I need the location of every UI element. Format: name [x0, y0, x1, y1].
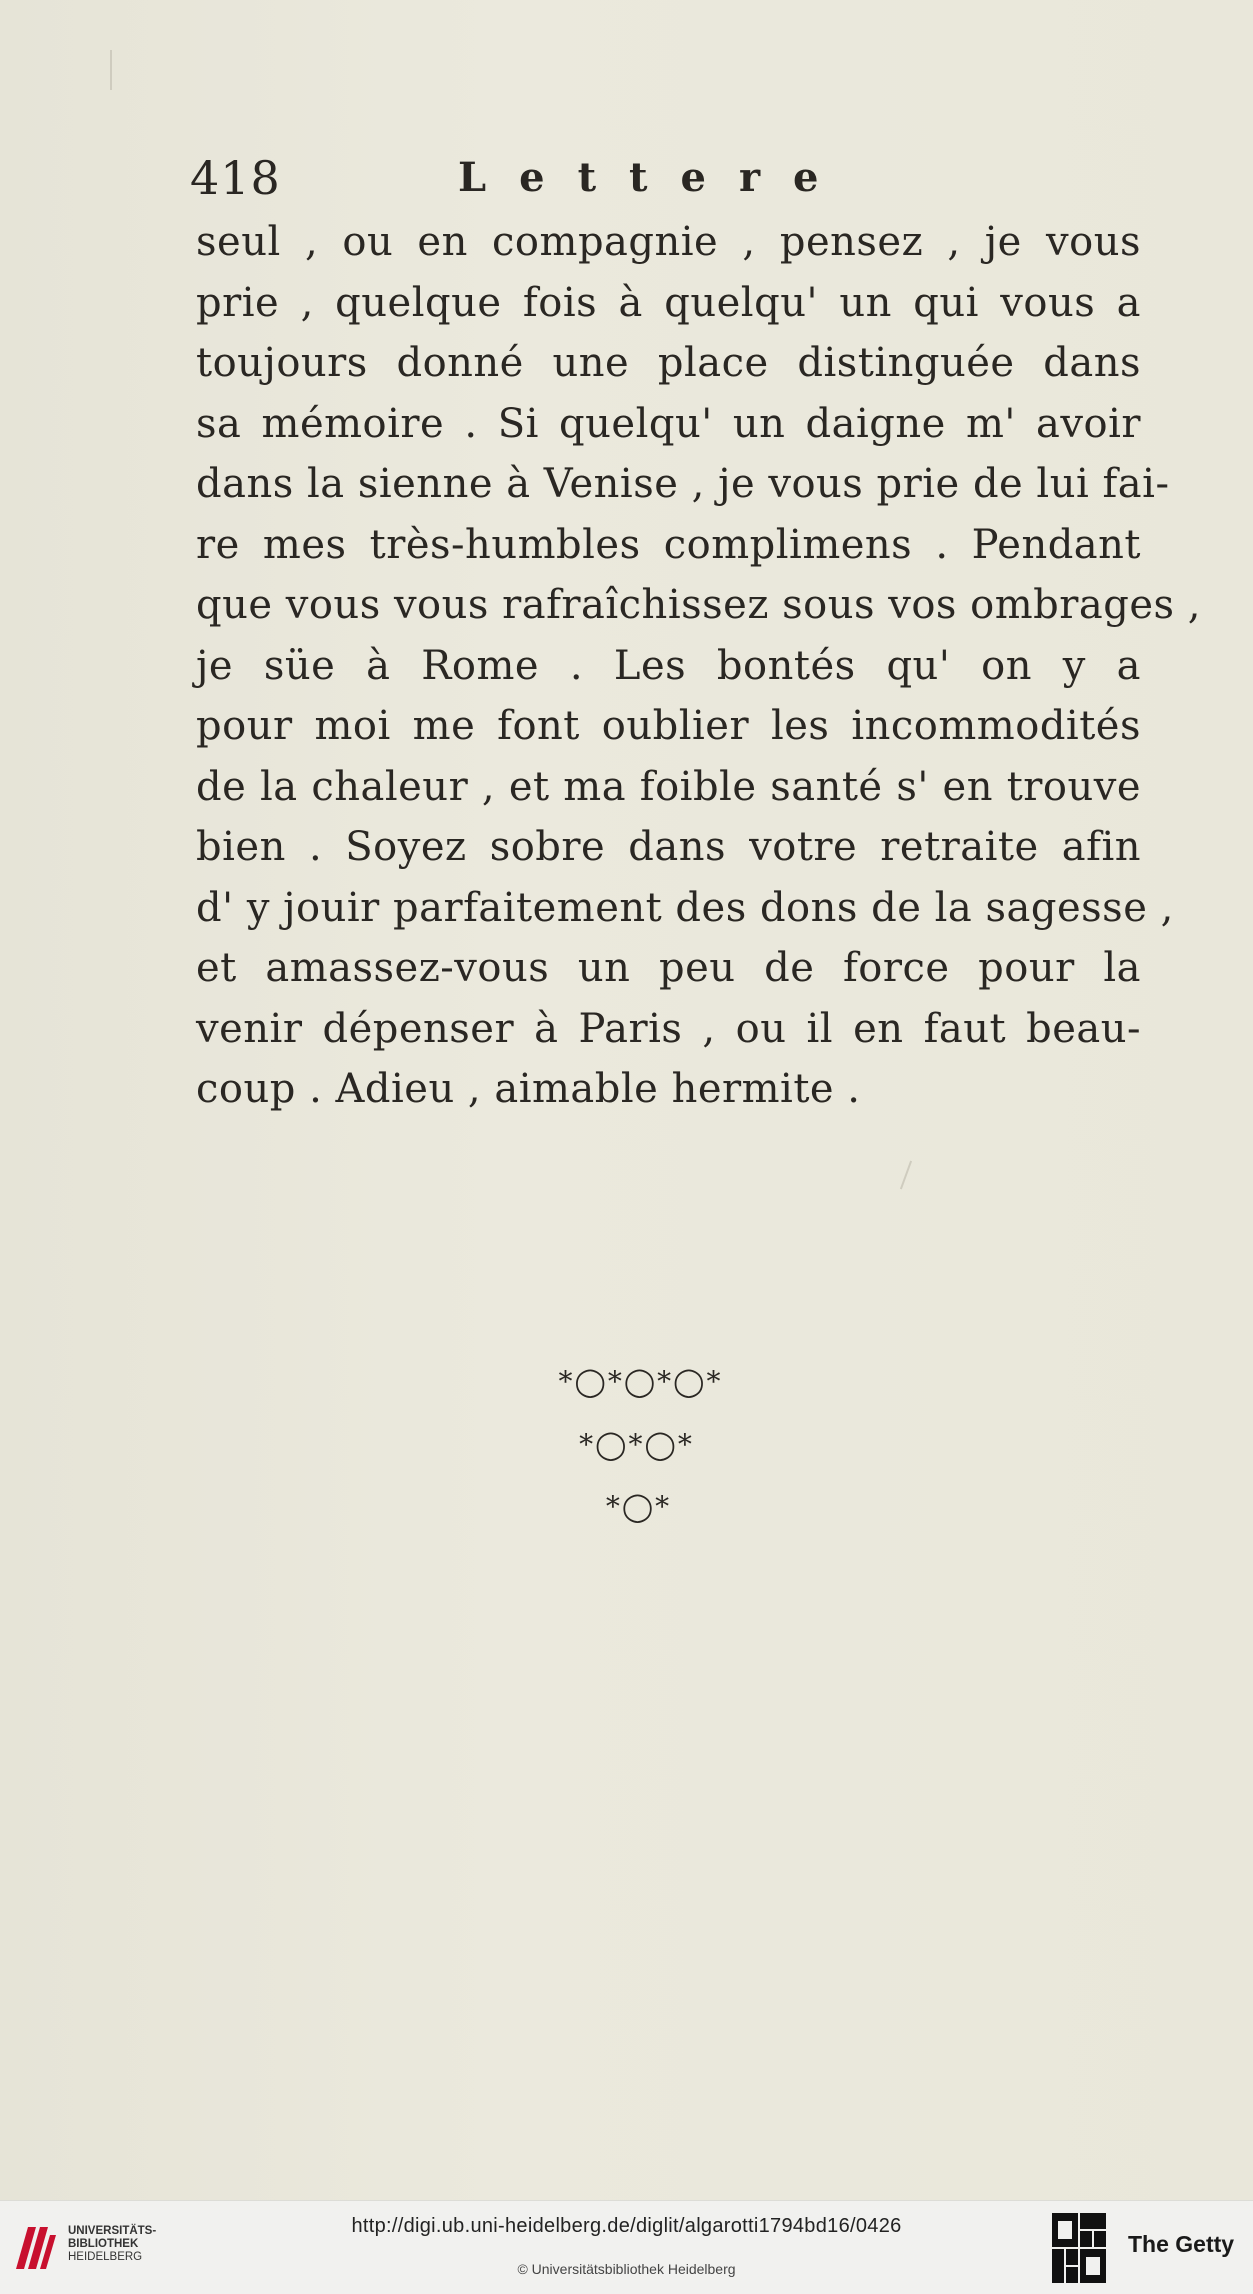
text-line: prie , quelque fois à quelqu' un qui vous a — [196, 279, 1141, 326]
text-line: re mes très-humbles complimens . Pendant — [196, 521, 1141, 568]
text-line: venir dépenser à Paris , ou il en faut beau- — [196, 1005, 1141, 1052]
viewer-footer — [0, 2200, 1253, 2294]
text-line: sa mémoire . Si quelqu' un daigne m' avoir — [196, 400, 1141, 447]
ornament-row: *◯*◯*◯* — [558, 1365, 723, 1398]
running-title: Lettere — [458, 154, 852, 201]
text-line: bien . Soyez sobre dans votre retraite afin — [196, 824, 1141, 870]
text-line: de la chaleur , et ma foible santé s' en trouve — [196, 763, 1141, 810]
library-name-line: HEIDELBERG — [68, 2251, 143, 2263]
getty-label: The Getty — [1128, 2231, 1235, 2257]
text-line: seul , ou en compagnie , pensez , je vous — [196, 219, 1141, 265]
text-line: dans la sienne à Venise , je vous prie de lui fai- — [196, 461, 1170, 507]
letter-text — [196, 212, 1201, 1120]
text-line: toujours donné une place distinguée dans — [196, 340, 1141, 386]
text-line: pour moi me font oublier les incommodités — [196, 703, 1141, 749]
getty-logo-icon — [1050, 2211, 1108, 2285]
text-line: et amassez-vous un peu de force pour la — [196, 945, 1141, 991]
page-header — [190, 148, 1150, 208]
text-line: d' y jouir parfaitement des dons de la sagesse , — [196, 884, 1174, 931]
text-line: que vous vous rafraîchissez sous vos ombrages , — [196, 582, 1201, 628]
paper-mark — [900, 1161, 912, 1190]
ornament-row: *◯* — [605, 1490, 672, 1523]
page-number: 418 — [190, 151, 281, 205]
copyright-notice: © Universitätsbibliothek Heidelberg — [517, 2261, 736, 2277]
permalink-url[interactable]: http://digi.ub.uni-heidelberg.de/diglit/algarotti1794bd16/0426 — [351, 2215, 902, 2237]
library-name-line: UNIVERSITÄTS- — [68, 2225, 157, 2237]
text-line: je süe à Rome . Les bontés qu' on y a — [196, 642, 1141, 689]
library-name-line: BIBLIOTHEK — [68, 2238, 139, 2250]
text-line: coup . Adieu , aimable hermite . — [196, 1066, 861, 1112]
ornament-row: *◯*◯* — [579, 1428, 694, 1461]
paper-mark — [110, 50, 112, 90]
